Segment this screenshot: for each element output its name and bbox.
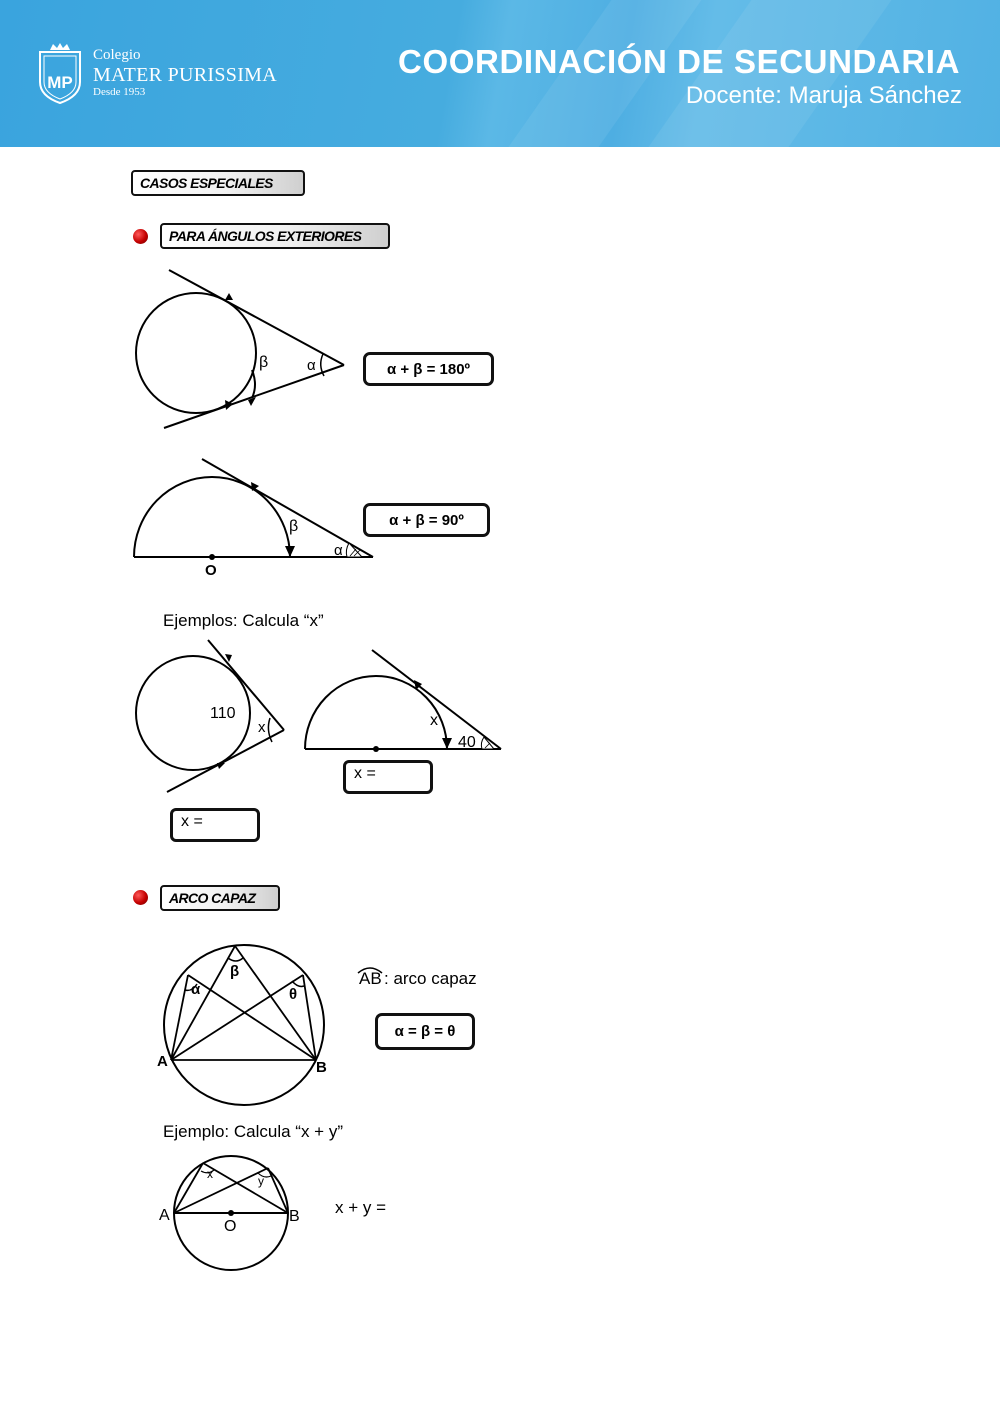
figure-exterior-angle-circle — [130, 265, 360, 440]
answer-label-xy: x + y = — [335, 1198, 387, 1217]
label-beta: β — [230, 963, 240, 980]
formula-box-equal-angles: α = β = θ — [375, 1013, 475, 1050]
figure-exterior-angle-semicircle — [130, 455, 380, 580]
section-tag-exterior-angles: PARA ÁNGULOS EXTERIORES — [160, 223, 390, 249]
school-crest-icon — [38, 42, 82, 104]
label-alpha: α — [191, 981, 201, 998]
section-tag-arco-capaz: ARCO CAPAZ — [160, 885, 280, 911]
label-point-a: A — [159, 1207, 170, 1224]
label-arc-110: 110 — [210, 705, 236, 722]
label-alpha: α — [307, 357, 316, 374]
label-beta: β — [259, 354, 269, 371]
example2-heading: Ejemplo: Calcula “x + y” — [163, 1122, 343, 1141]
label-point-a: A — [157, 1053, 168, 1070]
page-header — [0, 0, 1000, 147]
label-beta: β — [289, 518, 299, 535]
bullet-icon — [133, 229, 148, 244]
arc-capaz-description: : arco capaz — [384, 969, 477, 988]
brand-line3: Desde 1953 — [93, 86, 146, 98]
bullet-icon — [133, 890, 148, 905]
school-name — [93, 48, 277, 98]
page-title: COORDINACIÓN DE SECUNDARIA — [398, 43, 960, 80]
label-x: x — [430, 712, 438, 729]
example-2-figure — [300, 645, 505, 755]
example-xy-figure — [155, 1150, 315, 1275]
answer-box-ex1[interactable]: x = — [170, 808, 260, 842]
arco-capaz-figure — [150, 940, 340, 1110]
section-tag-special-cases: CASOS ESPECIALES — [131, 170, 305, 196]
brand-line1: Colegio — [93, 47, 141, 63]
label-center-o: O — [224, 1218, 237, 1235]
arc-label-ab: AB — [359, 969, 382, 988]
label-alpha: α — [334, 542, 343, 559]
example-1-figure — [130, 635, 300, 800]
label-point-b: B — [289, 1208, 300, 1225]
label-center-o: O — [205, 562, 217, 579]
logo-text: MP — [47, 73, 73, 92]
formula-box-90: α + β = 90º — [363, 503, 490, 537]
label-theta: θ — [289, 986, 298, 1003]
formula-box-180: α + β = 180º — [363, 352, 494, 386]
answer-box-ex2[interactable]: x = — [343, 760, 433, 794]
label-angle-40: 40 — [458, 734, 476, 751]
label-point-b: B — [316, 1059, 327, 1076]
examples-heading: Ejemplos: Calcula “x” — [163, 611, 324, 630]
page-subtitle: Docente: Maruja Sánchez — [685, 82, 962, 109]
brand-line2: MATER PURISSIMA — [93, 64, 277, 86]
label-x: x — [207, 1167, 213, 1181]
label-x: x — [258, 719, 266, 736]
label-y: y — [258, 1174, 264, 1188]
